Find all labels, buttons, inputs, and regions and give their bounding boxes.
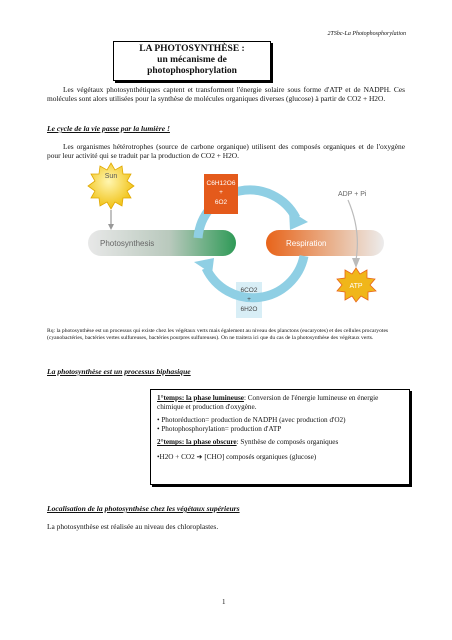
section-heading-biphasic: La photosynthèse est un processus biphasique <box>47 367 191 376</box>
bullet-photophosphorylation: • Photophosphorylation= production d'ATP <box>157 424 282 433</box>
remark-note: Rq: la photosynthèse est un processus qui existe chez les végétaux verts mais également au niveau des planctons (eucaryotes) et des cellules procaryotes (cyanobactéries, bactéries vertes sulfureuses, bactéries pourpres sulfureuses). On ne traitera ici que du cas de la photosynthèse des végétaux verts. <box>47 328 389 341</box>
phases-box <box>150 389 410 485</box>
phase2-title: 2°temps: la phase obscure <box>157 438 237 447</box>
section3-paragraph: La photosynthèse est réalisée au niveau des chloroplastes. <box>47 522 219 531</box>
adp-label: ADP + Pi <box>338 191 367 198</box>
section-heading-life-cycle: Le cycle de la vie passe par la lumière ! <box>47 124 170 133</box>
phase1-line <box>157 394 403 411</box>
photosynthesis-label: Photosynthesis <box>100 239 155 248</box>
oxygen-label: 6O2 <box>214 199 228 206</box>
intro-paragraph: Les végétaux photosynthétiques captent et transforment l'énergie solaire sous forme d'ATP et de NADPH. Ces molécules sont alors utilisées pour la synthèse de molécules organiques diverses (glucose) à partir de CO2 + H2O. <box>47 85 405 104</box>
phase1-title: 1°temps: la phase lumineuse <box>157 394 244 402</box>
bullet-photoreduction: • Photoréduction= production de NADPH (avec production d'O2) <box>157 416 346 425</box>
phase1-text: : Conversion de l'énergie lumineuse en énergie chimique et production d'oxygène. <box>157 394 379 411</box>
sun-label: Sun <box>104 173 118 180</box>
equation-line: •H2O + CO2 ➜ [CHO] composés organiques (glucose) <box>157 452 317 461</box>
course-note: 2TSbc-La Photophosphorylation <box>327 31 406 37</box>
sun-icon <box>88 163 134 209</box>
title-line-1: LA PHOTOSYNTHÈSE : <box>139 44 245 54</box>
co2-label: 6CO2 <box>240 287 258 294</box>
title-line-2: un mécanisme de photophosphorylation <box>147 55 237 76</box>
glucose-label: C6H12O6 <box>206 180 236 187</box>
section-heading-localisation: Localisation de la photosynthèse chez les végétaux supérieurs <box>47 504 240 513</box>
page-title <box>113 41 271 81</box>
phase2-text: : Synthèse de composés organiques <box>236 438 339 447</box>
section1-paragraph: Les organismes hétérotrophes (source de carbone organique) utilisent des composés organiques et de l'oxygène pour leur activité qui se traduit par la production de CO2 + H2O. <box>47 142 405 161</box>
plus-bottom: + <box>247 296 251 303</box>
page-number: 1 <box>222 598 226 606</box>
respiration-label: Respiration <box>286 239 327 248</box>
phase2-line <box>157 438 403 447</box>
water-label: 6H2O <box>240 306 258 313</box>
atp-label: ATP <box>349 283 363 290</box>
life-cycle-diagram <box>86 160 386 320</box>
plus-top: + <box>219 189 223 196</box>
